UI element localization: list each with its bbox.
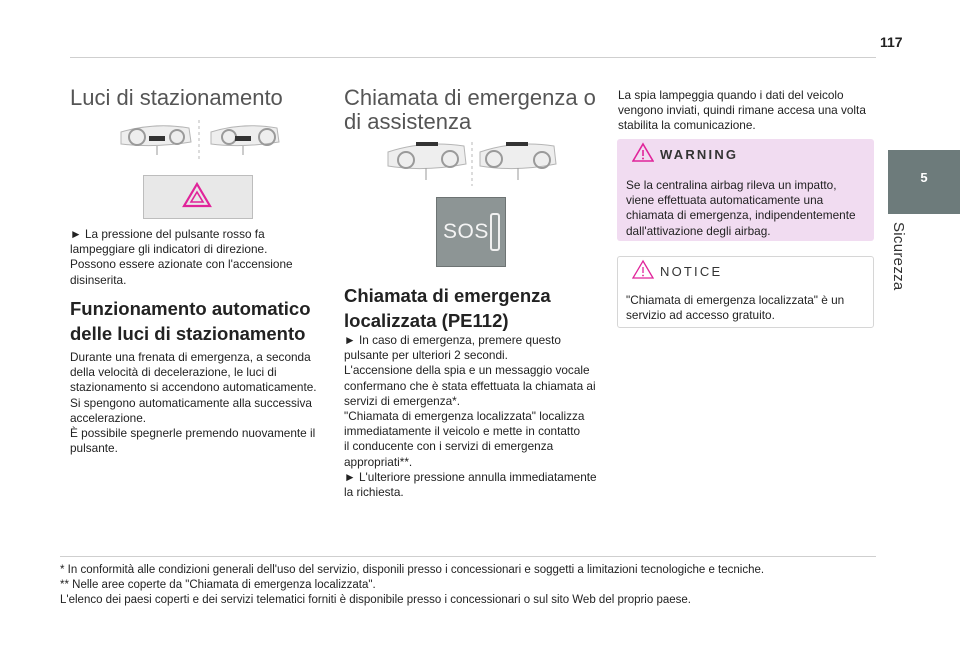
footnote-3: L'elenco dei paesi coperti e dei servizi telematici forniti è disponibile presso i concessionari o sul sito Web del proprio paese. xyxy=(60,594,691,606)
section-title-hazard: Luci di stazionamento xyxy=(70,85,283,110)
hazard-triangle-icon xyxy=(182,181,212,209)
chapter-label-text: Sicurezza xyxy=(890,222,907,291)
chapter-label xyxy=(890,222,914,342)
hazard-instruction: ► La pressione del pulsante rosso fa lampeggiare gli indicatori di direzione. Possono essere azionate con l'accensione disinserita. xyxy=(70,227,293,287)
subtitle-pe112: Chiamata di emergenza localizzata (PE112) xyxy=(344,285,551,331)
subtitle-auto-hazard: Funzionamento automatico delle luci di stazionamento xyxy=(70,298,311,344)
footnotes xyxy=(60,563,880,608)
footnote-1: * In conformità alle condizioni generali dell'uso del servizio, disponili presso i concessionari e soggetti a limitazioni tecnologiche e tecniche. xyxy=(60,564,765,576)
mirror-sos-illustration xyxy=(384,140,559,188)
page-number: 117 xyxy=(880,34,903,50)
top-divider xyxy=(70,57,876,58)
warning-body: Se la centralina airbag rileva un impatto, viene effettuata automaticamente una chiamata di emergenza, indipendentemente dall'attivazione degli airbag. xyxy=(626,178,856,238)
mirror-hazard-illustration xyxy=(115,118,285,162)
pe112-body: ► In caso di emergenza, premere questo pulsante per ulteriori 2 secondi. L'accensione della spia e un messaggio vocale confermano che è stata effettuata la chiamata ai servizi di emergenza*. "Chiamata di emergenza localizzata" localizza immediatamente il veicolo e mette in contatto il conducente con i servizi di emergenza appropriati**. ► L'ulteriore pressione annulla immediatamente la richiesta. xyxy=(344,333,597,500)
indicator-intro: La spia lampeggia quando i dati del veicolo vengono inviati, quindi rimane accesa una volta stabilita la comunicazione. xyxy=(618,88,866,133)
footnote-2: ** Nelle aree coperte da "Chiamata di emergenza localizzata". xyxy=(60,579,376,591)
warning-triangle-icon xyxy=(632,142,654,162)
sos-label: SOS xyxy=(443,220,489,243)
chapter-number: 5 xyxy=(920,170,928,185)
section-title-emergency: Chiamata di emergenza o di assistenza xyxy=(344,85,596,134)
notice-triangle-icon xyxy=(632,259,654,279)
auto-hazard-body: Durante una frenata di emergenza, a seconda della velocità di decelerazione, le luci di stazionamento si accendono automaticamente. Si spengono automaticamente alla successiva accelerazione. È possibile spegnerle premendo nuovamente il pulsante. xyxy=(70,350,317,456)
warning-title: WARNING xyxy=(660,147,739,162)
notice-title: NOTICE xyxy=(660,264,723,279)
sos-indicator-light xyxy=(490,213,500,251)
notice-body: "Chiamata di emergenza localizzata" è un servizio ad accesso gratuito. xyxy=(626,293,845,323)
footnote-divider xyxy=(60,556,876,557)
